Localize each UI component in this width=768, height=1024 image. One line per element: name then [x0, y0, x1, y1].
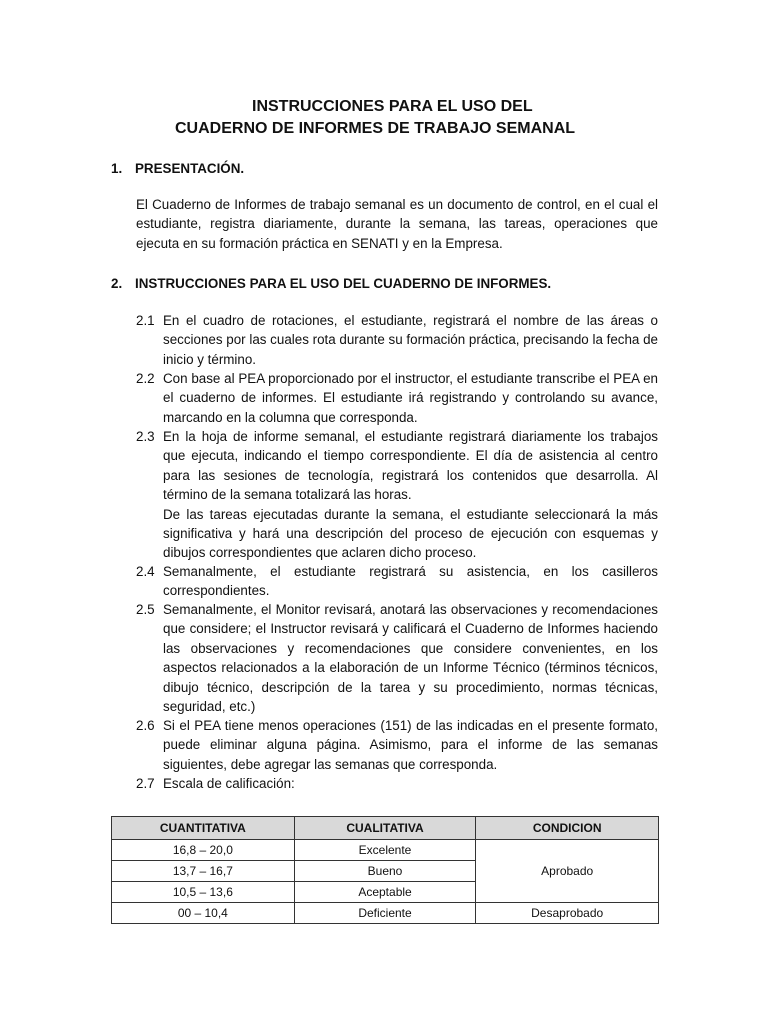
cell-quantitative: 00 – 10,4	[112, 903, 295, 924]
header-cualitativa: CUALITATIVA	[294, 817, 476, 840]
table-row	[112, 903, 659, 924]
list-item-text: En el cuadro de rotaciones, el estudiante, registrará el nombre de las áreas o secciones por las cuales rota durante su formación práctica, precisando la fecha de inicio y término.	[163, 313, 658, 367]
list-item-2-2	[136, 369, 658, 427]
list-item-2-6	[136, 716, 658, 774]
cell-quantitative: 10,5 – 13,6	[112, 882, 295, 903]
list-item-number: 2.6	[136, 718, 155, 733]
table-header-row	[112, 817, 659, 840]
list-item-2-1	[136, 311, 658, 369]
cell-qualitative: Excelente	[294, 840, 476, 861]
list-item-text-continued: De las tareas ejecutadas durante la semana, el estudiante seleccionará la más significativa y hará una descripción del proceso de ejecución con esquemas y dibujos correspondientes que aclaren dicho proceso.	[163, 506, 658, 561]
list-item-number: 2.4	[136, 564, 155, 579]
header-condicion: CONDICION	[476, 817, 659, 840]
list-item-text: Con base al PEA proporcionado por el instructor, el estudiante transcribe el PEA en el cuaderno de informes. El estudiante irá registrando y controlando su avance, marcando en la columna que corresponda.	[163, 371, 658, 425]
cell-condition-pass: Aprobado	[476, 840, 659, 903]
list-item-2-7	[136, 774, 658, 793]
document-title-line2: CUADERNO DE INFORMES DE TRABAJO SEMANAL	[175, 120, 576, 137]
list-item-2-5	[136, 600, 658, 716]
list-item-text: Semanalmente, el Monitor revisará, anotará las observaciones y recomendaciones que considere; el Instructor revisará y calificará el Cuaderno de Informes haciendo las observaciones y recomendaciones que considere convenientes, en los aspectos relacionados a la elaboración de un Informe Técnico (términos técnicos, dibujo técnico, descripción de la tarea y su procedimiento, normas técnicas, seguridad, etc.)	[163, 602, 658, 715]
cell-qualitative: Bueno	[294, 861, 476, 882]
header-cuantitativa: CUANTITATIVA	[112, 817, 295, 840]
section-1-title: PRESENTACIÓN.	[135, 161, 245, 176]
section-2-number: 2.	[111, 276, 123, 291]
list-item-text: Semanalmente, el estudiante registrará su asistencia, en los casilleros correspondientes.	[163, 564, 658, 599]
list-item-text: Si el PEA tiene menos operaciones (151) de las indicadas en el presente formato, puede eliminar alguna página. Asimismo, para el informe de las semanas siguientes, debe agregar las semanas que corresponda.	[163, 718, 658, 772]
list-item-number: 2.7	[136, 776, 155, 791]
section-2-title: INSTRUCCIONES PARA EL USO DEL CUADERNO DE INFORMES.	[135, 276, 552, 291]
list-item-number: 2.2	[136, 371, 155, 386]
list-item-2-4	[136, 562, 658, 601]
grading-scale-table	[111, 816, 659, 924]
cell-qualitative: Deficiente	[294, 903, 476, 924]
document-title-line1: INSTRUCCIONES PARA EL USO DEL	[252, 98, 533, 115]
cell-quantitative: 16,8 – 20,0	[112, 840, 295, 861]
list-item-number: 2.3	[136, 429, 155, 444]
section-1-number: 1.	[111, 161, 123, 176]
list-item-text: Escala de calificación:	[163, 776, 295, 791]
list-item-2-3	[136, 427, 658, 563]
table-row	[112, 840, 659, 861]
list-item-number: 2.1	[136, 313, 155, 328]
list-item-number: 2.5	[136, 602, 155, 617]
cell-quantitative: 13,7 – 16,7	[112, 861, 295, 882]
list-item-text: En la hoja de informe semanal, el estudiante registrará diariamente los trabajos que ejecuta, indicando el tiempo correspondiente. El día de asistencia al centro para las sesiones de tecnología, registrará los contenidos que desarrolla. Al término de la semana totalizará las horas.	[163, 429, 658, 503]
section-1-paragraph: El Cuaderno de Informes de trabajo semanal es un documento de control, en el cual el estudiante, registra diariamente, durante la semana, las tareas, operaciones que ejecuta en su formación práctica en SENATI y en la Empresa.	[136, 197, 658, 251]
cell-qualitative: Aceptable	[294, 882, 476, 903]
cell-condition-fail: Desaprobado	[476, 903, 659, 924]
